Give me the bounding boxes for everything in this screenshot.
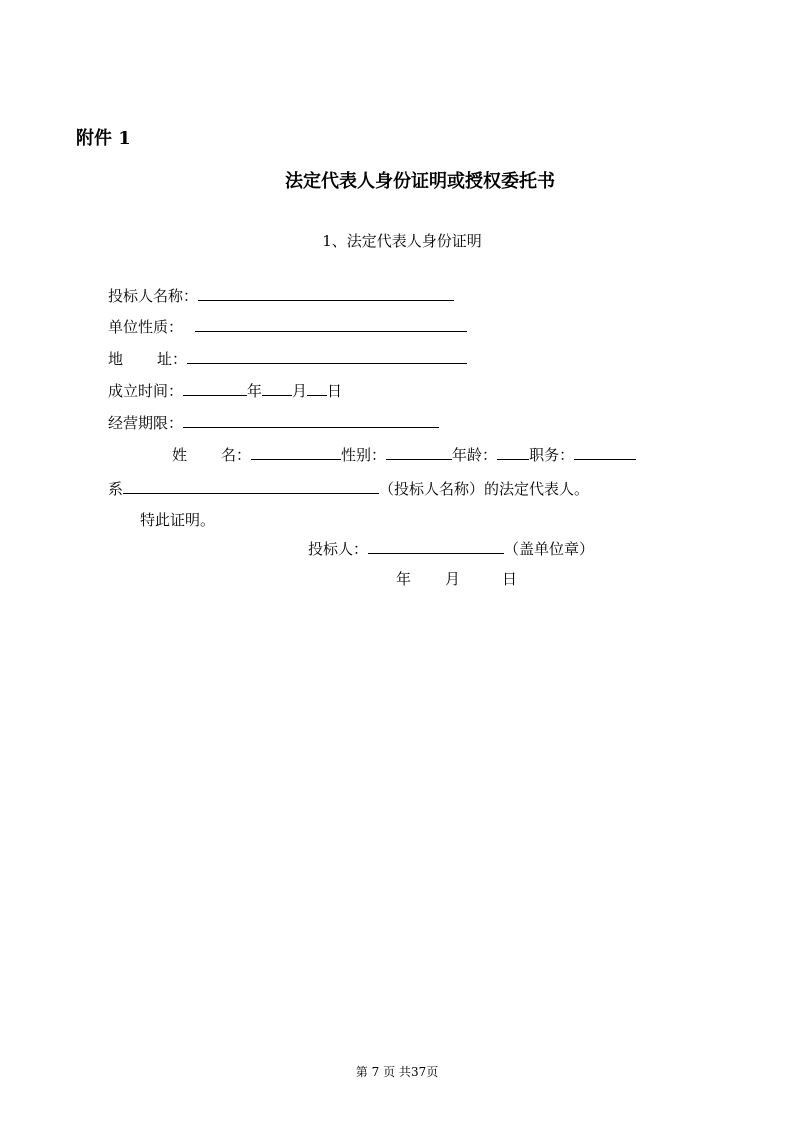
established-label: 成立时间： xyxy=(108,382,184,400)
gender-label: 性别： xyxy=(341,446,387,464)
footer-page-mid: 页 xyxy=(383,1065,396,1079)
footer-page-number: 7 xyxy=(371,1065,380,1079)
age-blank[interactable] xyxy=(497,444,529,460)
name-label-char-1: 姓 xyxy=(172,446,188,464)
attachment-label: 附件 1 xyxy=(76,128,131,149)
established-month-unit: 月 xyxy=(292,382,308,400)
address-row xyxy=(108,348,467,369)
relation-suffix: （投标人名称）的法定代表人。 xyxy=(379,480,590,498)
position-label: 职务： xyxy=(529,446,575,464)
bidder-name-label: 投标人名称： xyxy=(108,287,199,305)
unit-nature-row xyxy=(108,316,467,337)
name-label-char-2: 名： xyxy=(221,446,252,464)
address-label-char-1: 地 xyxy=(108,350,124,368)
name-blank[interactable] xyxy=(251,444,341,460)
signature-bidder-label: 投标人： xyxy=(308,540,369,558)
address-blank[interactable] xyxy=(187,348,467,364)
signature-blank[interactable] xyxy=(368,538,504,554)
signature-year: 年 xyxy=(396,570,412,588)
footer-page-prefix: 第 xyxy=(355,1065,368,1079)
established-row xyxy=(108,380,342,401)
relation-prefix: 系 xyxy=(108,480,124,498)
unit-nature-label: 单位性质： xyxy=(108,318,184,336)
established-year-unit: 年 xyxy=(247,382,263,400)
position-blank[interactable] xyxy=(574,444,636,460)
relation-row xyxy=(108,478,589,499)
certify-text: 特此证明。 xyxy=(140,511,216,529)
gender-blank[interactable] xyxy=(386,444,452,460)
page-footer xyxy=(0,1064,794,1080)
relation-bidder-blank[interactable] xyxy=(123,478,379,494)
bidder-name-blank[interactable] xyxy=(198,285,454,301)
footer-total-number: 37 xyxy=(410,1065,427,1079)
signature-day: 日 xyxy=(502,570,518,588)
bidder-name-row xyxy=(108,285,454,306)
footer-total-prefix: 共 xyxy=(398,1065,411,1079)
established-day-blank[interactable] xyxy=(307,380,327,396)
established-day-unit: 日 xyxy=(327,382,343,400)
unit-nature-blank[interactable] xyxy=(195,316,467,332)
age-label: 年龄： xyxy=(452,446,498,464)
business-term-row xyxy=(108,412,439,433)
section-title: 1、法定代表人身份证明 xyxy=(322,232,482,250)
person-row xyxy=(172,444,636,465)
signature-row xyxy=(308,538,594,559)
footer-total-suffix: 页 xyxy=(426,1065,439,1079)
seal-note: （盖单位章） xyxy=(504,540,595,558)
document-title: 法定代表人身份证明或授权委托书 xyxy=(285,171,555,192)
address-label-char-2: 址： xyxy=(157,350,188,368)
established-year-blank[interactable] xyxy=(183,380,247,396)
signature-date-row xyxy=(396,569,517,589)
signature-month: 月 xyxy=(445,570,461,588)
established-month-blank[interactable] xyxy=(262,380,292,396)
business-term-label: 经营期限： xyxy=(108,414,184,432)
business-term-blank[interactable] xyxy=(183,412,439,428)
